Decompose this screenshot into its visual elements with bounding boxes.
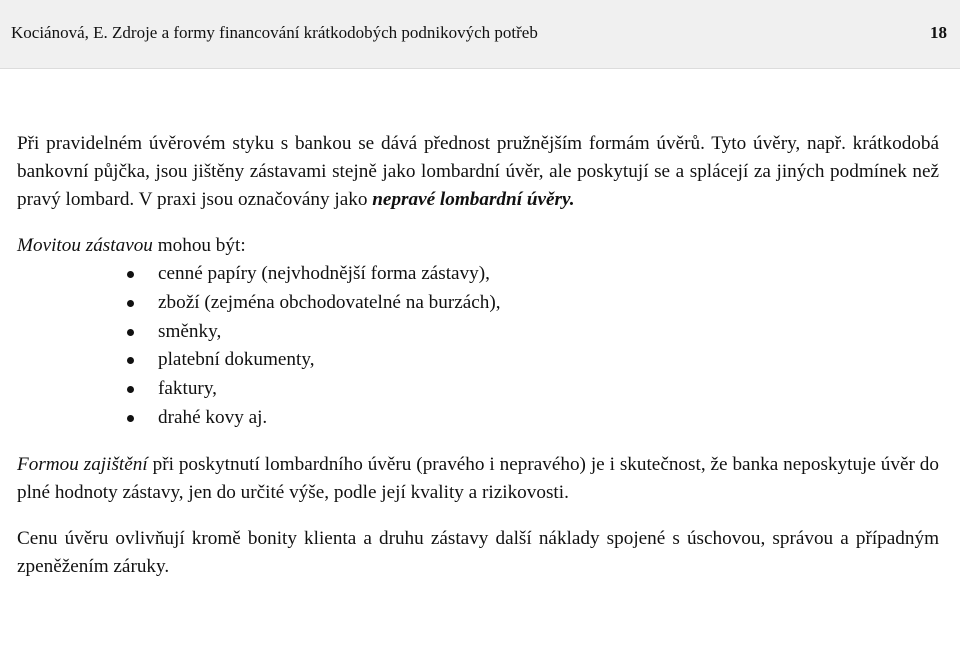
list-item-text: faktury, bbox=[158, 378, 217, 400]
bullet-icon bbox=[127, 329, 134, 336]
list-item bbox=[17, 289, 939, 318]
list-item bbox=[17, 346, 939, 375]
list-item-text: platební dokumenty, bbox=[158, 349, 315, 371]
paragraph-text: Při pravidelném úvěrovém styku s bankou se dává přednost pružnějším formám úvěrů. Tyto úvěry, např. krátkodobá bankovní půjčka, jsou jištěny zástavami stejně jako lombardní úvěr, ale poskytují se a splácejí za jiných podmínek než pravý lombard. V praxi jsou označovány jako bbox=[17, 133, 939, 210]
italic-term: Formou zajištění bbox=[17, 453, 148, 475]
bullet-icon bbox=[127, 415, 134, 422]
italic-term: Movitou zástavou bbox=[17, 235, 153, 256]
paragraph-credit-price bbox=[17, 525, 939, 581]
paragraph-collateral-intro bbox=[17, 232, 939, 260]
bullet-icon bbox=[127, 300, 134, 307]
collateral-list bbox=[17, 260, 939, 433]
list-item-text: směnky, bbox=[158, 320, 222, 342]
paragraph-text: mohou být: bbox=[152, 235, 246, 256]
bullet-icon bbox=[127, 386, 134, 393]
document-title: Kociánová, E. Zdroje a formy financování krátkodobých podnikových potřeb bbox=[11, 23, 538, 42]
document-body bbox=[17, 130, 939, 581]
list-item bbox=[17, 260, 939, 289]
list-item bbox=[17, 318, 939, 347]
page-number: 18 bbox=[930, 23, 947, 42]
list-item bbox=[17, 404, 939, 433]
paragraph-security-form bbox=[17, 451, 939, 507]
list-item bbox=[17, 375, 939, 404]
list-item-text: drahé kovy aj. bbox=[158, 406, 268, 428]
bullet-icon bbox=[127, 271, 134, 278]
paragraph-credit-forms bbox=[17, 130, 939, 214]
bullet-icon bbox=[127, 357, 134, 364]
paragraph-text: při poskytnutí lombardního úvěru (pravého i nepravého) je i skutečnost, že banka neposkytuje úvěr do plné hodnoty zástavy, jen do určité výše, podle její kvality a rizikovosti. bbox=[17, 453, 939, 503]
list-item-text: zboží (zejména obchodovatelné na burzách), bbox=[158, 291, 501, 313]
paragraph-text: Cenu úvěru ovlivňují kromě bonity klienta a druhu zástavy další náklady spojené s úschovou, správou a případným zpeněžením záruky. bbox=[17, 527, 939, 577]
list-item-text: cenné papíry (nejvhodnější forma zástavy), bbox=[158, 263, 490, 284]
page-header bbox=[0, 0, 960, 69]
emphasis-term: nepravé lombardní úvěry. bbox=[372, 189, 575, 210]
